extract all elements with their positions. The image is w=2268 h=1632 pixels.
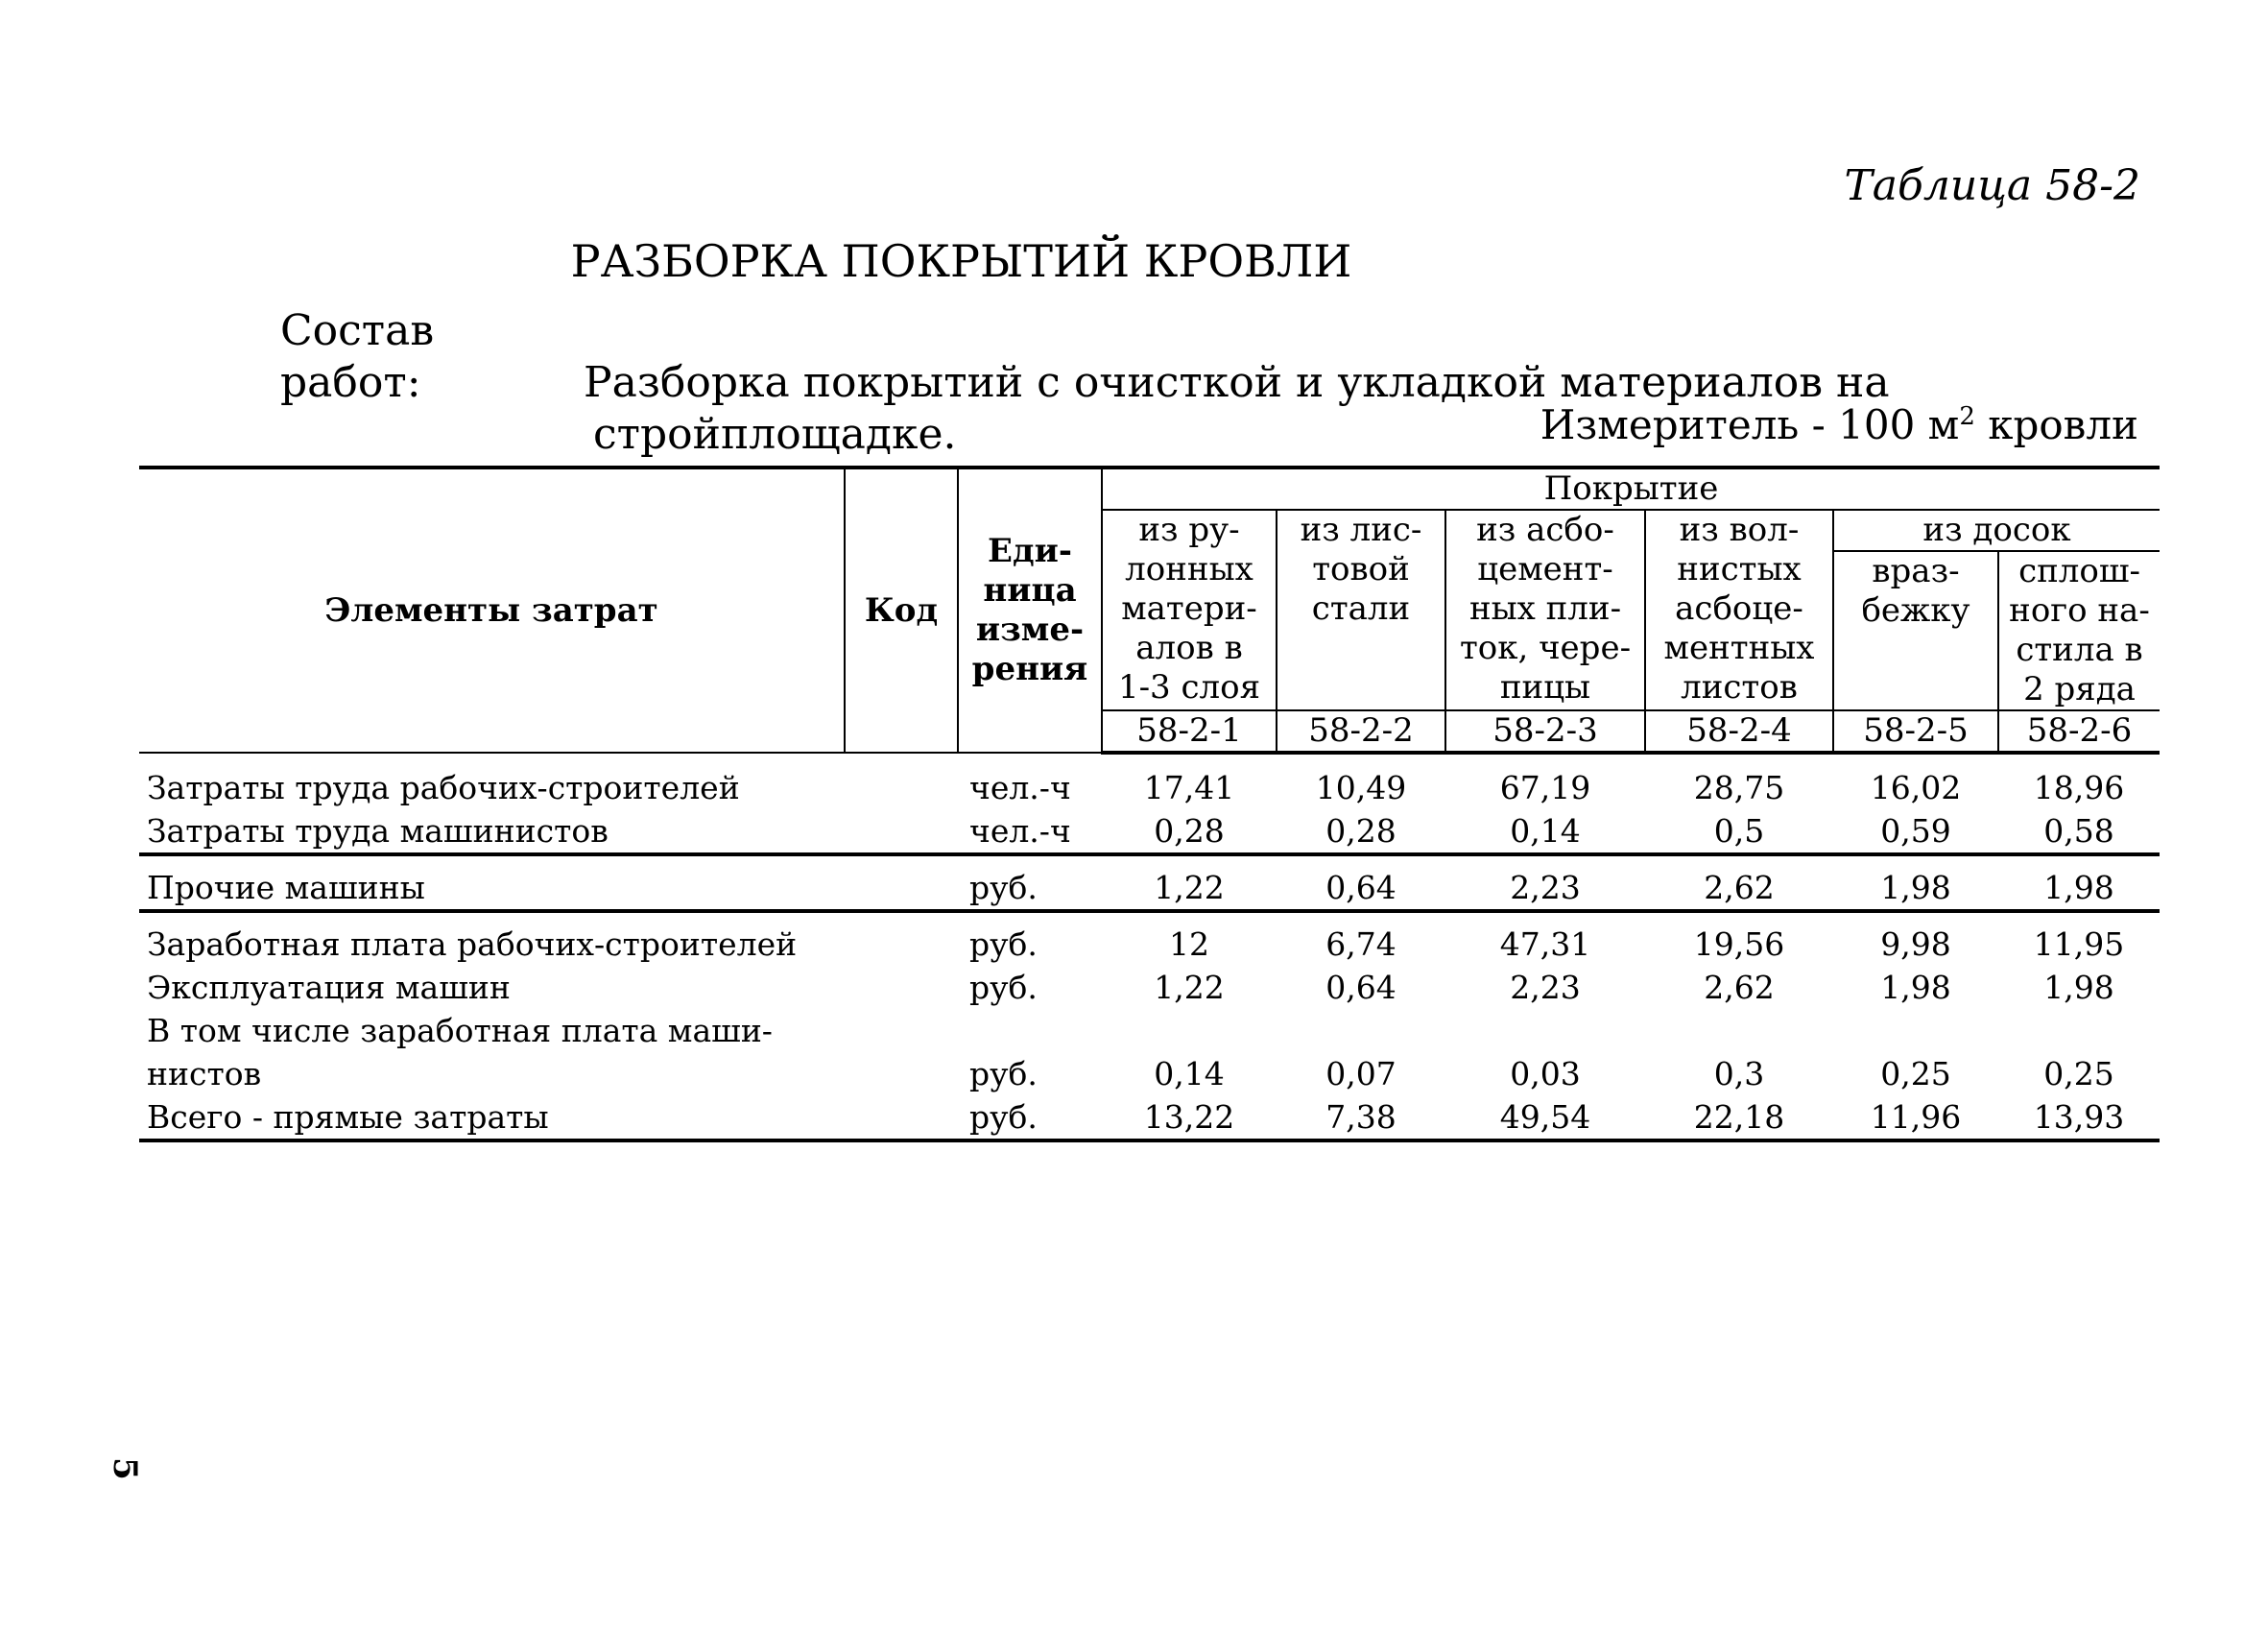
row-value: 2,23 <box>1445 854 1645 911</box>
row-value: 7,38 <box>1277 1095 1445 1140</box>
row-unit: руб. <box>969 969 1038 1006</box>
row-value: 47,31 <box>1499 925 1591 963</box>
unit-note-exponent: 2 <box>1959 402 1975 431</box>
row-value: 0,14 <box>1154 1055 1225 1092</box>
header-group: Покрытие <box>1102 468 2160 510</box>
row-value: 6,74 <box>1325 925 1397 963</box>
row-value: 2,62 <box>1645 854 1833 911</box>
table-row <box>139 1095 2160 1140</box>
row-value: 22,18 <box>1645 1095 1833 1140</box>
header-col-3: из асбо- цемент- ных пли- ток, чере- пицы <box>1445 510 1645 710</box>
row-value: 0,28 <box>1277 809 1445 854</box>
row-name: Прочие машины <box>139 854 845 911</box>
header-unit: Еди- ница изме- рения <box>958 468 1102 753</box>
row-code <box>845 809 958 854</box>
row-name: Затраты труда машинистов <box>139 809 845 854</box>
composition-line-1: Разборка покрытий с очисткой и укладкой материалов на <box>584 358 1890 407</box>
table-row <box>139 911 2160 966</box>
row-name: нистов <box>147 1055 262 1092</box>
row-unit: чел.-ч <box>969 768 1071 806</box>
header-code: Код <box>845 468 958 753</box>
row-value: 18,96 <box>2033 769 2125 806</box>
row-value: 17,41 <box>1143 769 1235 806</box>
row-value: 1,98 <box>1998 854 2160 911</box>
header-col-2: из лис- товой стали <box>1277 510 1445 710</box>
header-col-5: враз- бежку <box>1833 551 1998 710</box>
row-value: 11,96 <box>1833 1095 1998 1140</box>
row-value: 19,56 <box>1693 925 1785 963</box>
header-code-2: 58-2-2 <box>1277 710 1445 753</box>
document-title <box>0 235 2268 287</box>
row-unit <box>958 1009 1102 1052</box>
row-value: 0,64 <box>1277 854 1445 911</box>
unit-note-text: Измеритель - 100 м <box>1540 401 1960 448</box>
row-value: 1,22 <box>1102 854 1277 911</box>
row-value: 10,49 <box>1315 769 1407 806</box>
unit-note-suffix: кровли <box>1974 401 2138 448</box>
row-value: 1,98 <box>1833 854 1998 911</box>
row-value <box>1833 1009 1998 1052</box>
row-value <box>1102 1009 1277 1052</box>
row-name: Затраты труда рабочих-строителей <box>147 768 740 806</box>
composition-label: Состав работ: <box>280 306 435 407</box>
row-name: Всего - прямые затраты <box>139 1095 845 1140</box>
row-value: 67,19 <box>1499 769 1591 806</box>
row-value <box>1645 1009 1833 1052</box>
row-value: 0,25 <box>2043 1055 2114 1092</box>
header-code-6: 58-2-6 <box>1998 710 2160 753</box>
composition-line-2: стройплощадке. <box>593 410 957 459</box>
row-unit: руб. <box>969 925 1038 963</box>
row-value: 28,75 <box>1693 769 1785 806</box>
header-code-3: 58-2-3 <box>1445 710 1645 753</box>
row-value: 0,28 <box>1102 809 1277 854</box>
row-value: 9,98 <box>1880 925 1951 963</box>
row-value: 1,98 <box>2043 969 2114 1006</box>
row-value <box>1277 1009 1445 1052</box>
table-number: Таблица 58-2 <box>1844 161 2140 210</box>
header-subgroup: из досок <box>1833 510 2160 551</box>
row-code <box>845 911 958 966</box>
row-name: Заработная плата рабочих-строителей <box>147 925 798 963</box>
row-unit: чел.-ч <box>958 809 1102 854</box>
row-value: 1,98 <box>1880 969 1951 1006</box>
row-value <box>1998 1009 2160 1052</box>
row-value: 16,02 <box>1870 769 1962 806</box>
header-code-4: 58-2-4 <box>1645 710 1833 753</box>
table-row <box>139 966 2160 1009</box>
table-row <box>139 1052 2160 1095</box>
row-value: 11,95 <box>2033 925 2125 963</box>
row-value: 0,07 <box>1325 1055 1397 1092</box>
row-code <box>845 753 958 809</box>
row-value <box>1445 1009 1645 1052</box>
table-row <box>139 809 2160 854</box>
cost-table <box>139 466 2160 1142</box>
row-unit: руб. <box>958 854 1102 911</box>
header-col-4: из вол- нистых асбоце- ментных листов <box>1645 510 1833 710</box>
row-value: 0,03 <box>1510 1055 1581 1092</box>
table-row <box>139 854 2160 911</box>
row-value: 49,54 <box>1445 1095 1645 1140</box>
row-value: 0,64 <box>1325 969 1397 1006</box>
page-mark: 5 <box>105 1457 144 1480</box>
row-name: В том числе заработная плата маши- <box>147 1012 773 1049</box>
row-code <box>845 1009 958 1052</box>
row-value: 1,22 <box>1154 969 1225 1006</box>
row-unit: руб. <box>969 1055 1038 1092</box>
header-col-6: сплош- ного на- стила в 2 ряда <box>1998 551 2160 710</box>
header-elements: Элементы затрат <box>139 468 845 753</box>
table-row <box>139 753 2160 809</box>
title-text: РАЗБОРКА ПОКРЫТИЙ КРОВЛИ <box>570 235 1352 287</box>
table-body <box>139 753 2160 1140</box>
row-value: 0,59 <box>1833 809 1998 854</box>
row-value: 13,22 <box>1102 1095 1277 1140</box>
header-code-1: 58-2-1 <box>1102 710 1277 753</box>
table-header <box>139 468 2160 753</box>
row-value: 0,58 <box>1998 809 2160 854</box>
row-code <box>845 854 958 911</box>
header-col-1: из ру- лонных матери- алов в 1-3 слоя <box>1102 510 1277 710</box>
row-code <box>845 1095 958 1140</box>
row-value: 12 <box>1169 925 1209 963</box>
row-unit: руб. <box>958 1095 1102 1140</box>
row-name: Эксплуатация машин <box>147 969 511 1006</box>
table-row <box>139 1009 2160 1052</box>
row-code <box>845 1052 958 1095</box>
row-value: 0,5 <box>1645 809 1833 854</box>
row-value: 2,62 <box>1704 969 1775 1006</box>
row-value: 0,3 <box>1713 1055 1765 1092</box>
unit-note <box>1540 401 2138 448</box>
row-value: 0,25 <box>1880 1055 1951 1092</box>
header-code-5: 58-2-5 <box>1833 710 1998 753</box>
row-value: 13,93 <box>1998 1095 2160 1140</box>
row-value: 0,14 <box>1445 809 1645 854</box>
row-value: 2,23 <box>1510 969 1581 1006</box>
row-code <box>845 966 958 1009</box>
